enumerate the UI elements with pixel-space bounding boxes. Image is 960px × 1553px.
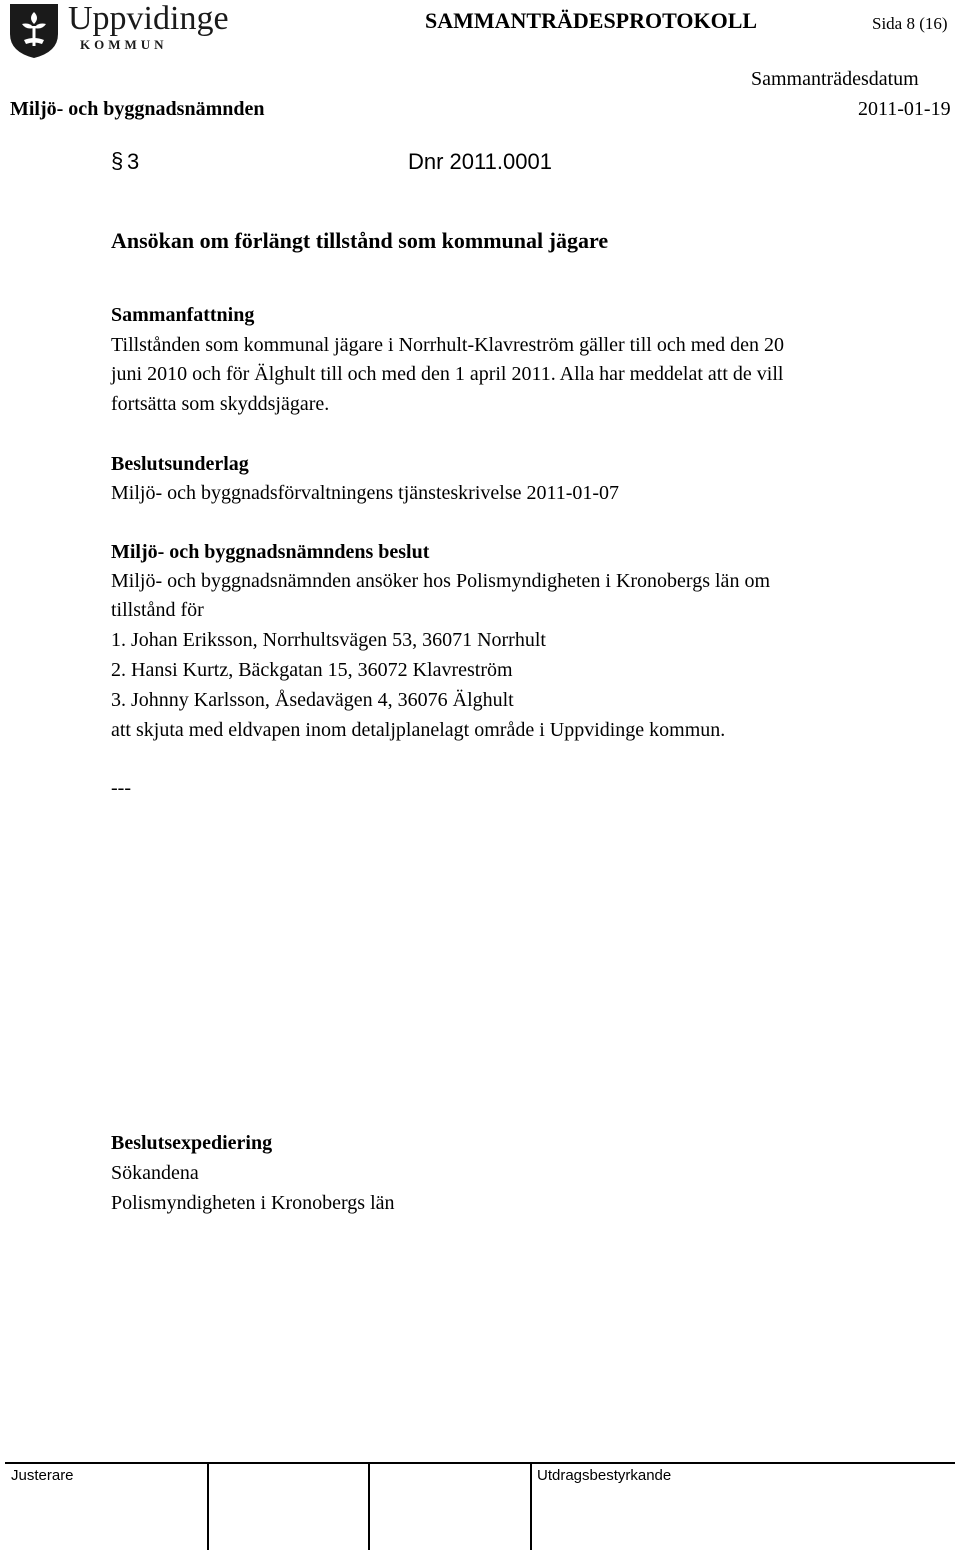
meeting-date: 2011-01-19 xyxy=(858,98,951,120)
decision-closing: att skjuta med eldvapen inom detaljplanelagt område i Uppvidinge kommun. xyxy=(111,719,726,741)
section-sign: § xyxy=(111,148,124,173)
summary-line: fortsätta som skyddsjägare. xyxy=(111,393,330,415)
basis-text: Miljö- och byggnadsförvaltningens tjänsteskrivelse 2011-01-07 xyxy=(111,482,620,504)
logo-subtitle: KOMMUN xyxy=(80,37,168,52)
decision-list-item: 3. Johnny Karlsson, Åsedavägen 4, 36076 Älghult xyxy=(111,689,514,711)
decision-intro-line: tillstånd för xyxy=(111,599,204,621)
signature-divider xyxy=(207,1462,209,1550)
committee-name: Miljö- och byggnadsnämnden xyxy=(10,98,265,120)
section-number: 3 xyxy=(127,149,140,174)
separator: --- xyxy=(111,777,131,799)
signature-divider xyxy=(530,1462,532,1550)
signature-divider xyxy=(368,1462,370,1550)
item-title: Ansökan om förlängt tillstånd som kommunal jägare xyxy=(111,228,609,253)
utdragsbestyrkande-label: Utdragsbestyrkande xyxy=(537,1467,672,1484)
signature-table xyxy=(5,1462,955,1550)
document-title: SAMMANTRÄDESPROTOKOLL xyxy=(425,8,758,33)
dispatch-recipient: Sökandena xyxy=(111,1162,199,1184)
logo-name: Uppvidinge xyxy=(68,0,229,37)
decision-list-item: 1. Johan Eriksson, Norrhultsvägen 53, 36071 Norrhult xyxy=(111,629,546,651)
basis-heading: Beslutsunderlag xyxy=(111,453,249,475)
dispatch-heading: Beslutsexpediering xyxy=(111,1132,273,1154)
summary-line: Tillstånden som kommunal jägare i Norrhult-Klavreström gäller till och med den 20 xyxy=(111,334,785,356)
decision-intro-line: Miljö- och byggnadsnämnden ansöker hos Polismyndigheten i Kronobergs län om xyxy=(111,570,770,592)
summary-line: juni 2010 och för Älghult till och med den 1 april 2011. Alla har meddelat att de vill xyxy=(111,363,784,385)
dispatch-recipient: Polismyndigheten i Kronobergs län xyxy=(111,1192,395,1214)
meeting-date-label: Sammanträdesdatum xyxy=(751,68,919,90)
page-number: Sida 8 (16) xyxy=(872,14,948,33)
coat-of-arms-icon xyxy=(8,2,60,60)
decision-heading: Miljö- och byggnadsnämndens beslut xyxy=(111,541,430,563)
summary-heading: Sammanfattning xyxy=(111,304,255,326)
justerare-label: Justerare xyxy=(11,1467,74,1484)
decision-list-item: 2. Hansi Kurtz, Bäckgatan 15, 36072 Klavreström xyxy=(111,659,513,681)
dnr-number: Dnr 2011.0001 xyxy=(408,149,552,174)
signature-table-top-line xyxy=(5,1462,955,1464)
